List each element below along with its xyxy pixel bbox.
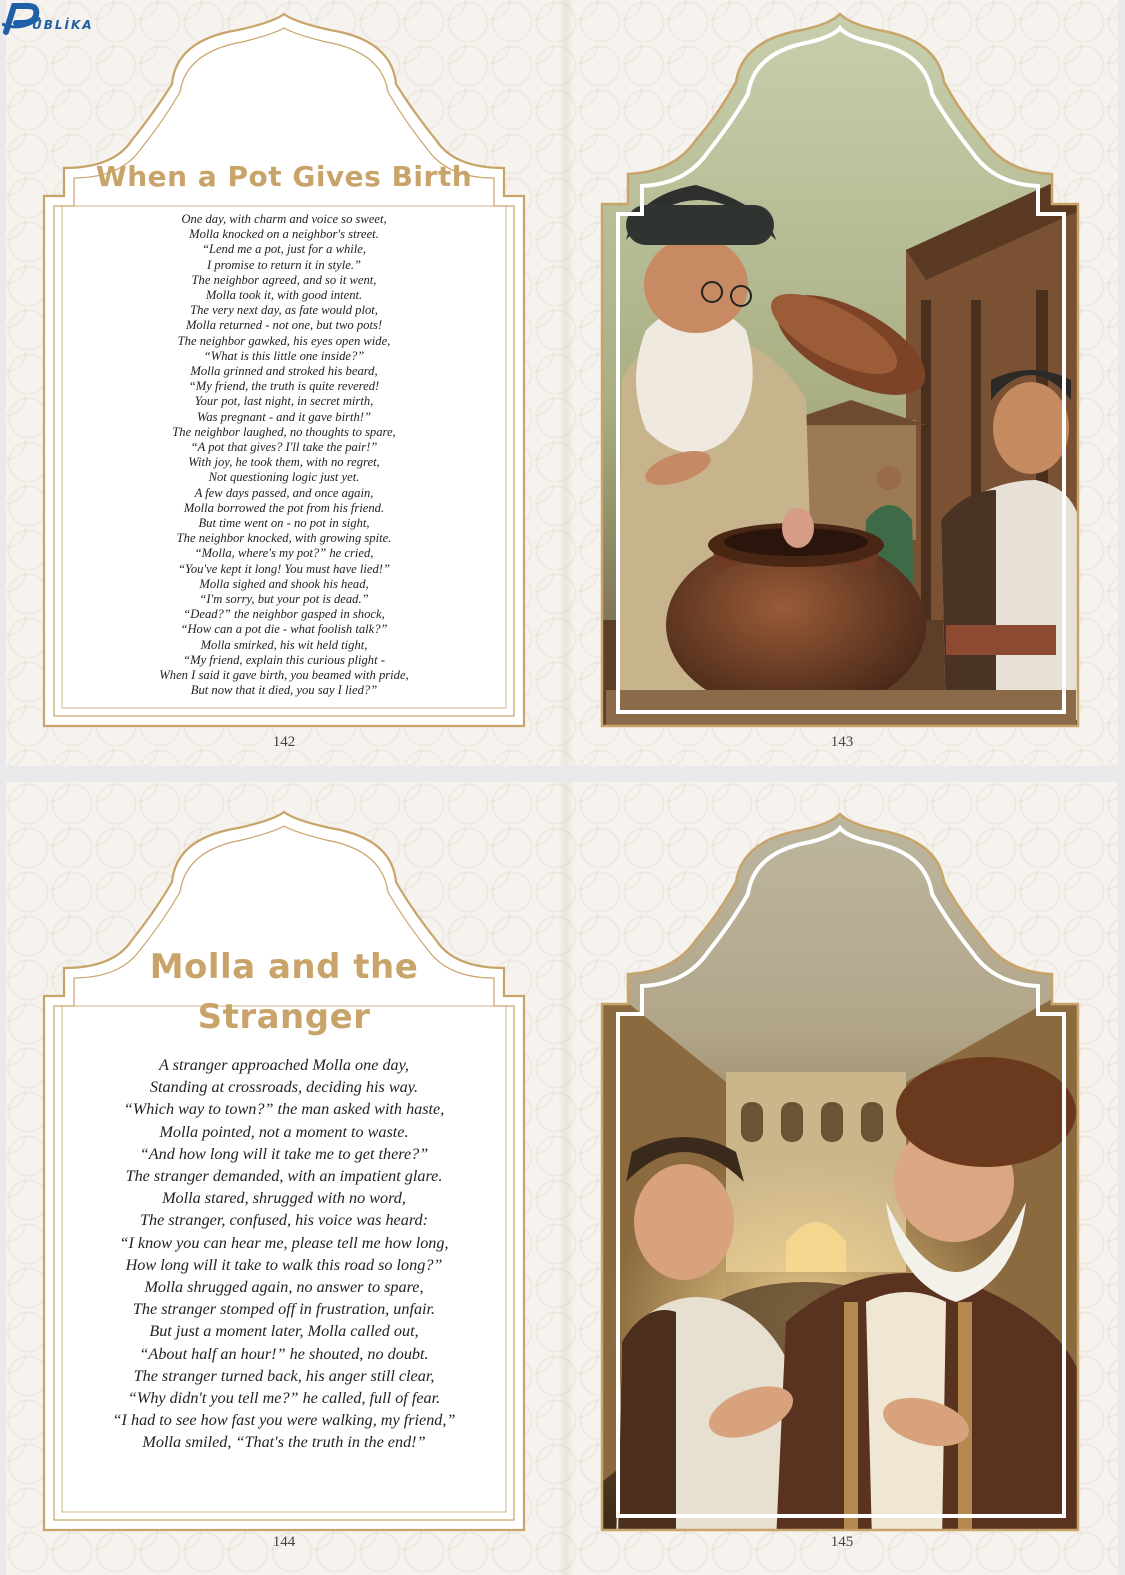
page-number-143: 143 [830, 734, 854, 750]
poem-line: A few days passed, and once again, [194, 485, 374, 500]
page-number-145: 145 [830, 1534, 854, 1550]
poem-line: “Molla, where's my pot?” he cried, [194, 546, 374, 561]
poem-line: “Dead?” the neighbor gasped in shock, [183, 607, 385, 622]
story-title-142: When a Pot Gives Birth [95, 160, 473, 193]
poem-line: Molla smiled, “That's the truth in the end!” [142, 1433, 426, 1452]
poem-line: “I had to see how fast you were walking, my friend,” [112, 1411, 456, 1430]
poem-line: Not questioning logic just yet. [208, 470, 360, 485]
poem-line: With joy, he took them, with no regret, [188, 455, 380, 470]
poem-line: The neighbor laughed, no thoughts to spare, [172, 424, 396, 439]
poem-line: Was pregnant - and it gave birth!” [197, 409, 371, 424]
poem-line: The neighbor agreed, and so it went, [191, 272, 377, 287]
poem-line: Molla returned - not one, but two pots! [185, 318, 383, 333]
poem-line: “Lend me a pot, just for a while, [201, 242, 367, 257]
poem-line: Molla took it, with good intent. [205, 288, 363, 303]
book-spread-142-143 [6, 0, 1118, 766]
publisher-logo-text: UBLİKA [32, 18, 94, 32]
poem-line: The stranger, confused, his voice was heard: [139, 1211, 429, 1230]
poem-line: The neighbor gawked, his eyes open wide, [177, 333, 391, 348]
arcade-window [821, 1102, 843, 1142]
poem-line: Molla borrowed the pot from his friend. [183, 500, 385, 515]
poem-line: A stranger approached Molla one day, [159, 1056, 409, 1074]
publisher-logo [2, 2, 112, 36]
poem-line: When I said it gave birth, you beamed with pride, [159, 668, 409, 683]
poem-line: I promise to return it in style.” [206, 257, 362, 272]
poem-line: “And how long will it take me to get there?” [139, 1144, 429, 1163]
poem-line: The stranger stomped off in frustration, unfair. [132, 1300, 436, 1319]
poem-line: “Why didn't you tell me?” he called, full of fear. [127, 1389, 441, 1408]
page-number-142: 142 [272, 734, 296, 750]
illustration-143 [6, 0, 1118, 766]
book-spread-144-145 [6, 782, 1118, 1575]
story-title-line: Stranger [197, 997, 371, 1037]
story-title-line: Molla and the [149, 947, 419, 987]
poem-line: The stranger turned back, his anger still clear, [133, 1366, 435, 1385]
poem-line: Molla stared, shrugged with no word, [162, 1189, 406, 1208]
poem-line: “I'm sorry, but your pot is dead.” [199, 592, 369, 607]
poem-line: “My friend, the truth is quite revered! [188, 379, 380, 394]
poem-line: “How can a pot die - what foolish talk?” [180, 622, 388, 637]
poem-line: “About half an hour!” he shouted, no doubt. [139, 1344, 429, 1363]
poem-line: How long will it take to walk this road so long?” [125, 1255, 443, 1274]
page-number-144: 144 [272, 1534, 296, 1550]
poem-line: One day, with charm and voice so sweet, [181, 212, 387, 226]
poem-line: But now that it died, you say I lied?” [190, 683, 378, 698]
arcade-window [741, 1102, 763, 1142]
poem-line: Your pot, last night, in secret mirth, [194, 394, 374, 409]
poem-line: The stranger demanded, with an impatient glare. [125, 1167, 443, 1186]
arcade-window [861, 1102, 883, 1142]
poem-line: “I know you can hear me, please tell me how long, [119, 1233, 449, 1252]
poem-line: But just a moment later, Molla called out, [149, 1322, 419, 1341]
poem-line: The neighbor knocked, with growing spite. [176, 531, 392, 546]
poem-line: Molla pointed, not a moment to waste. [159, 1122, 409, 1141]
poem-line: But time went on - no pot in sight, [198, 516, 370, 531]
poem-line: The very next day, as fate would plot, [190, 303, 378, 318]
poem-line: Molla sighed and shook his head, [199, 576, 369, 591]
poem-line: Standing at crossroads, deciding his way. [149, 1078, 419, 1097]
poem-line: “You've kept it long! You must have lied!” [177, 561, 390, 576]
poem-line: “Which way to town?” the man asked with haste, [123, 1100, 445, 1119]
poem-line: Molla smirked, his wit held tight, [200, 637, 368, 652]
poem-line: Molla grinned and stroked his beard, [190, 364, 378, 379]
poem-line: “My friend, explain this curious plight - [183, 652, 385, 667]
poem-line: “A pot that gives? I'll take the pair!” [190, 440, 378, 455]
poem-line: Molla knocked on a neighbor's street. [189, 227, 379, 242]
arcade-window [781, 1102, 803, 1142]
poem-line: “What is this little one inside?” [203, 348, 365, 363]
poem-line: Molla shrugged again, no answer to spare, [144, 1278, 424, 1297]
illustration-145 [6, 782, 1118, 1575]
